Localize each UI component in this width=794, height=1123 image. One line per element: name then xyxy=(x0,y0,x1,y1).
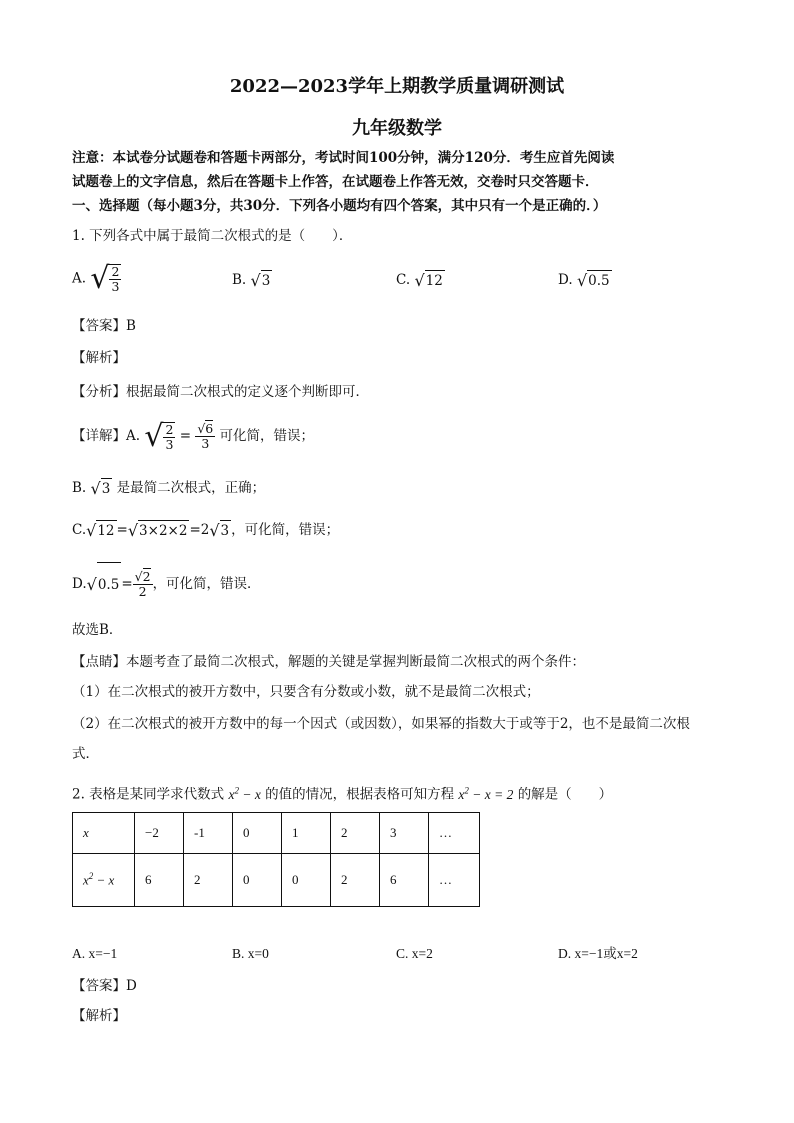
table-cell: 6 xyxy=(380,854,429,907)
fraction xyxy=(109,264,121,294)
table-cell: … xyxy=(429,854,480,907)
stem-text: 2. 表格是某同学求代数式 xyxy=(72,786,225,803)
table-row xyxy=(73,854,480,907)
q1-stem: 1. 下列各式中属于最简二次根式的是（ ）． xyxy=(72,228,353,244)
fraction-numerator: √6 xyxy=(197,421,214,436)
radicand: 3 xyxy=(261,270,273,291)
option-label: B. xyxy=(232,272,247,288)
equals-sign: = xyxy=(121,576,133,592)
fraction xyxy=(133,570,153,599)
section-heading: 一、选择题（每小题3分，共30分．下列各小题均有四个答案，其中只有一个是正确的．） xyxy=(72,198,607,214)
q1-condition-2-cont: 式． xyxy=(72,746,99,762)
q2-option-d: D. x=−1或x=2 xyxy=(558,946,638,961)
radical-sign: √ xyxy=(90,478,101,498)
q1-option-a xyxy=(72,261,121,296)
table-cell: 0 xyxy=(233,854,282,907)
q1-detail-d xyxy=(72,562,261,607)
detail-label: 【详解】A. xyxy=(72,428,141,444)
table-cell: 2 xyxy=(331,813,380,854)
notice-line-1: 注意：本试卷分试题卷和答题卡两部分，考试时间100分钟，满分120分．考生应首先阅读 xyxy=(72,150,615,166)
radical-sign: √ xyxy=(90,261,110,296)
radical-sign: √ xyxy=(250,270,261,290)
table-cell: 0 xyxy=(282,854,331,907)
radical-sign: √ xyxy=(86,520,97,540)
radical-sign: √ xyxy=(86,574,97,594)
fraction-denominator: 2 xyxy=(138,584,147,599)
radical-sign: √ xyxy=(576,270,588,290)
q1-fenxi: 【分析】根据最简二次根式的定义逐个判断即可． xyxy=(72,384,369,400)
radicand: 12 xyxy=(96,520,116,541)
fraction-denominator: 3 xyxy=(165,436,174,452)
page-subtitle: 九年级数学 xyxy=(352,118,442,139)
table-cell: 2 xyxy=(184,854,233,907)
equals-sign: =2 xyxy=(189,522,210,538)
fraction xyxy=(195,422,215,451)
q1-detail-a xyxy=(72,414,314,459)
fraction-numerator: 2 xyxy=(165,421,174,437)
fraction-denominator: 3 xyxy=(201,436,210,451)
stem-text: 的值的情况，根据表格可知方程 xyxy=(265,786,455,803)
option-label: C. xyxy=(396,272,411,288)
q2-value-table xyxy=(72,812,480,907)
table-cell: $x^2 - x$ xyxy=(73,854,135,907)
table-cell: x xyxy=(73,813,135,854)
table-cell: … xyxy=(429,813,480,854)
q2-option-c: C. x=2 xyxy=(396,946,433,961)
notice-line-2: 试题卷上的文字信息，然后在答题卡上作答，在试题卷上作答无效，交卷时只交答题卡． xyxy=(72,174,599,190)
q1-detail-c xyxy=(72,520,339,541)
equals-sign: = xyxy=(116,522,128,538)
table-cell: 3 xyxy=(380,813,429,854)
radicand: 2 xyxy=(142,569,151,584)
option-label: D. xyxy=(558,272,573,288)
q1-answer: 【答案】B xyxy=(72,318,136,334)
table-cell: 2 xyxy=(331,854,380,907)
q2-option-a: A. x=−1 xyxy=(72,946,118,961)
radical-sign: √ xyxy=(414,270,425,290)
q1-condition-2: （2）在二次根式的被开方数中的每一个因式（或因数），如果幂的指数大于或等于2，也不是最简二次根 xyxy=(72,716,690,732)
fraction-denominator: 3 xyxy=(111,279,120,294)
radicand: 0.5 xyxy=(97,562,121,607)
table-cell: 0 xyxy=(233,813,282,854)
fraction-numerator: √2 xyxy=(134,569,151,584)
radicand: 12 xyxy=(425,270,445,291)
equals-sign: = xyxy=(179,428,192,444)
q1-option-c xyxy=(396,270,445,291)
sqrt-expression xyxy=(90,261,121,296)
q1-condition-1: （1）在二次根式的被开方数中，只要含有分数或小数，就不是最简二次根式； xyxy=(72,684,540,700)
fraction xyxy=(163,422,175,452)
q1-option-b xyxy=(232,270,272,291)
radical-sign: √ xyxy=(209,520,220,540)
fraction-numerator: 2 xyxy=(111,264,120,279)
q1-option-d xyxy=(558,270,612,291)
radicand: 6 xyxy=(205,421,214,436)
detail-label: D. xyxy=(72,576,87,592)
q1-analysis-label: 【解析】 xyxy=(72,350,126,366)
radical-sign: √ xyxy=(144,418,164,454)
radicand: 3 xyxy=(220,520,232,541)
q2-answer: 【答案】D xyxy=(72,978,137,994)
detail-text: ，可化简，错误； xyxy=(231,522,340,538)
table-cell: 6 xyxy=(135,854,184,907)
equation: $x^2 - x = 2$ xyxy=(458,785,514,802)
page-title: 2022—2023学年上期教学质量调研测试 xyxy=(229,76,565,97)
q1-dianjing: 【点睛】本题考查了最简二次根式，解题的关键是掌握判断最简二次根式的两个条件： xyxy=(72,654,585,670)
detail-label: C. xyxy=(72,522,87,538)
stem-text: 的解是（ ） xyxy=(517,786,613,803)
detail-label: B. xyxy=(72,480,87,496)
table-cell: −2 xyxy=(135,813,184,854)
radicand: 3×2×2 xyxy=(138,520,189,541)
option-label: A. xyxy=(72,270,87,287)
detail-text: ，可化简，错误． xyxy=(152,576,261,592)
q2-stem xyxy=(72,780,612,805)
table-cell: -1 xyxy=(184,813,233,854)
table-row xyxy=(73,813,480,854)
radicand: 0.5 xyxy=(587,270,611,291)
radical-sign: √ xyxy=(127,520,139,540)
q2-option-b: B. x=0 xyxy=(232,946,269,961)
detail-text: 是最简二次根式，正确； xyxy=(116,480,266,496)
expression: $x^2 - x$ xyxy=(228,785,261,802)
detail-text: 可化简，错误； xyxy=(219,428,315,444)
table-cell: 1 xyxy=(282,813,331,854)
radicand: 3 xyxy=(101,478,113,499)
q1-choose: 故选B． xyxy=(72,622,123,638)
q1-detail-b xyxy=(72,478,265,499)
q2-analysis-label: 【解析】 xyxy=(72,1008,126,1024)
